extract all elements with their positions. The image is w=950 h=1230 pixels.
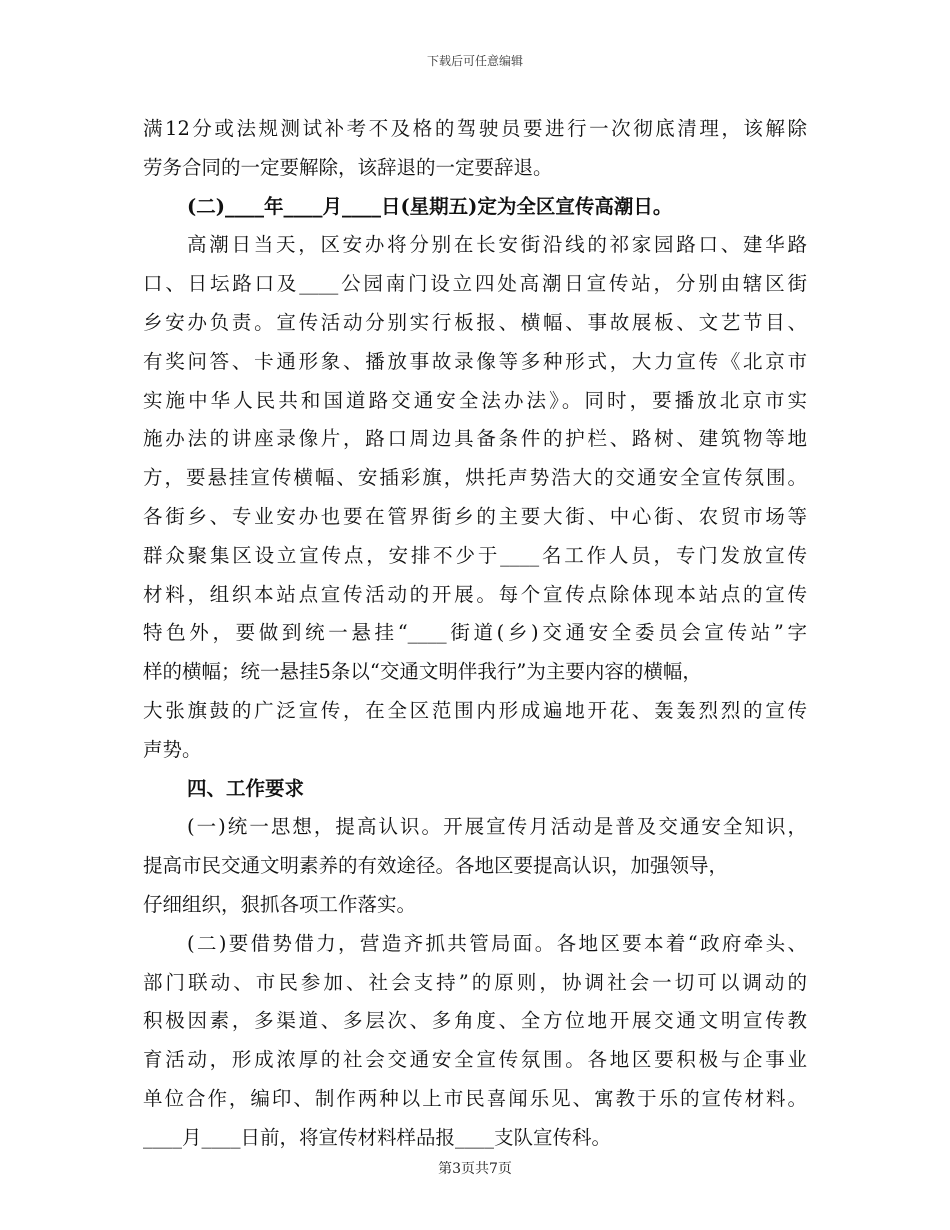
paragraph-line: 单位合作，编印、制作两种以上市民喜闻乐见、寓教于乐的宣传材料。 <box>143 1086 807 1110</box>
paragraph-line: 大张旗鼓的广泛宣传，在全区范围内形成遍地开花、轰轰烈烈的宣传 <box>143 698 807 722</box>
document-body <box>143 110 807 1158</box>
paragraph-line: 部门联动、市民参加、社会支持”的原则，协调社会一切可以调动的 <box>143 970 807 994</box>
paragraph-line: 仔细组织，狠抓各项工作落实。 <box>143 892 417 916</box>
paragraph-line: ____月____日前，将宣传材料样品报____支队宣传科。 <box>143 1125 612 1149</box>
paragraph-line: 实施中华人民共和国道路交通安全法办法》。同时，要播放北京市实 <box>143 388 807 412</box>
paragraph-line: 声势。 <box>143 737 202 761</box>
paragraph-line: 方，要悬挂宣传横幅、安插彩旗，烘托声势浩大的交通安全宣传氛围。 <box>143 466 807 490</box>
paragraph-line: (二)要借势借力，营造齐抓共管局面。各地区要本着“政府牵头、 <box>187 931 807 955</box>
page-header: 下载后可任意编辑 <box>426 54 523 68</box>
paragraph-line: 满12分或法规测试补考不及格的驾驶员要进行一次彻底清理，该解除 <box>143 117 807 140</box>
paragraph-line: 口、日坛路口及____公园南门设立四处高潮日宣传站，分别由辖区街 <box>143 272 807 296</box>
paragraph-line: (一)统一思想，提高认识。开展宣传月活动是普及交通安全知识， <box>187 815 807 839</box>
paragraph-line: 高潮日当天，区安办将分别在长安街沿线的祁家园路口、建华路 <box>187 233 807 257</box>
paragraph-line: 育活动，形成浓厚的社会交通安全宣传氛围。各地区要积极与企事业 <box>143 1048 807 1072</box>
paragraph-line: 有奖问答、卡通形象、播放事故录像等多种形式，大力宣传《北京市 <box>143 349 807 373</box>
paragraph-line: 施办法的讲座录像片，路口周边具备条件的护栏、路树、建筑物等地 <box>143 427 807 451</box>
paragraph-line: 乡安办负责。宣传活动分别实行板报、横幅、事故展板、文艺节目、 <box>143 310 807 334</box>
paragraph-line: 劳务合同的一定要解除，该辞退的一定要辞退。 <box>143 155 553 179</box>
page-number: 第3页共7页 <box>438 1161 512 1177</box>
paragraph-line: 积极因素，多渠道、多层次、多角度、全方位地开展交通文明宣传教 <box>143 1009 807 1033</box>
paragraph-line: 样的横幅；统一悬挂5条以“交通文明伴我行”为主要内容的横幅， <box>143 660 702 684</box>
paragraph-line: 材料，组织本站点宣传活动的开展。每个宣传点除体现本站点的宣传 <box>143 582 807 606</box>
paragraph-line: 提高市民交通文明素养的有效途径。各地区要提高认识，加强领导， <box>143 854 729 878</box>
paragraph-line: 群众聚集区设立宣传点，安排不少于____名工作人员，专门发放宣传 <box>143 543 807 567</box>
section-heading: (二)____年____月____日(星期五)定为全区宣传高潮日。 <box>187 194 673 218</box>
paragraph-line: 特色外，要做到统一悬挂“____街道(乡)交通安全委员会宣传站”字 <box>143 621 807 645</box>
section-heading: 四、工作要求 <box>187 776 305 800</box>
paragraph-line: 各街乡、专业安办也要在管界街乡的主要大街、中心街、农贸市场等 <box>143 504 807 528</box>
